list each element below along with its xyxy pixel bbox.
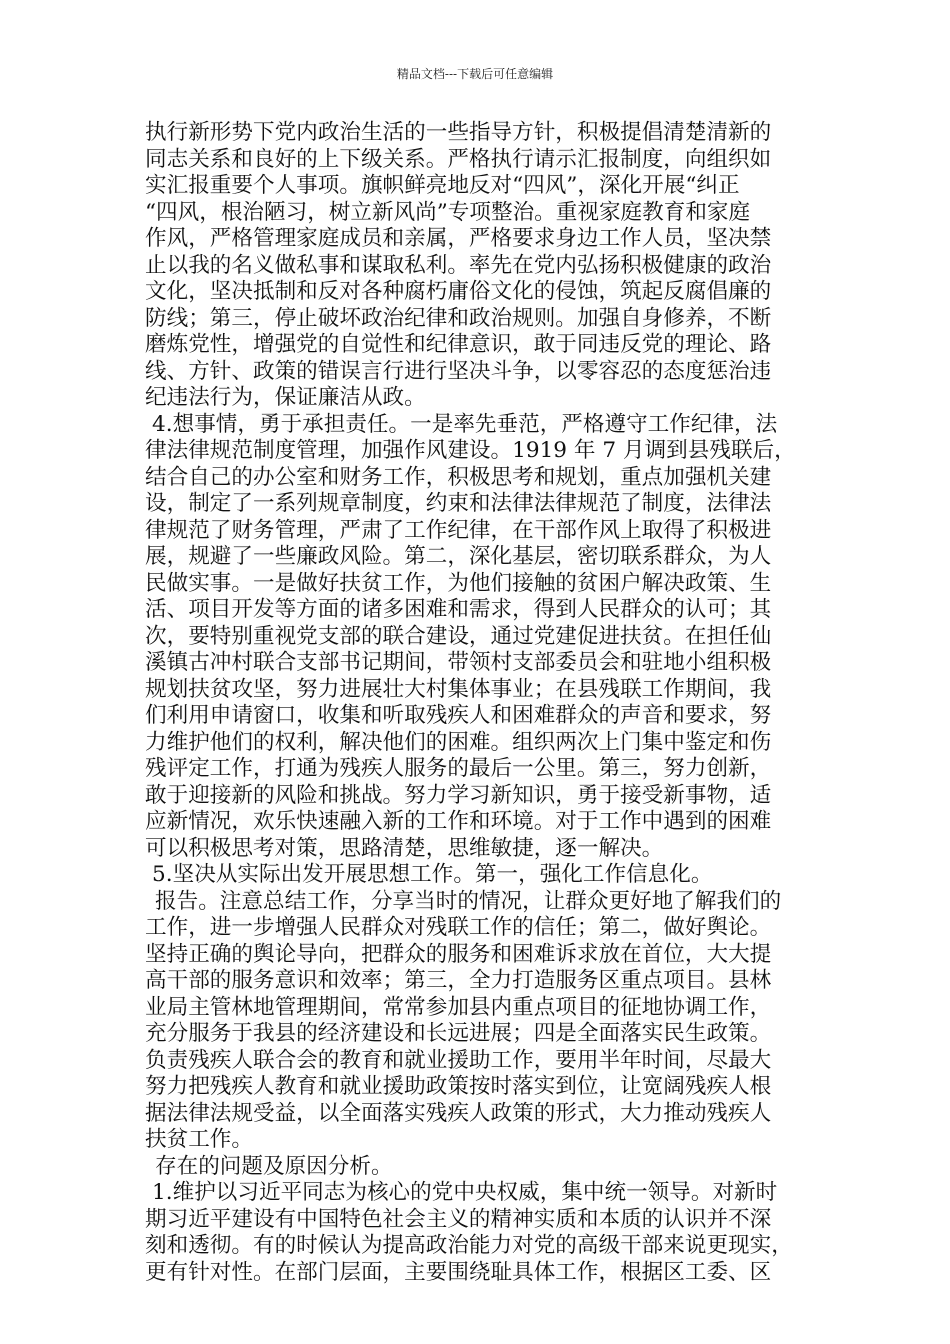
text-line: 止以我的名义做私事和谋取私利。率先在党内弘扬积极健康的政治 xyxy=(145,252,772,278)
text-line: 高干部的服务意识和效率；第三，全力打造服务区重点项目。县林 xyxy=(145,968,772,993)
section-heading-line: 1.维护以习近平同志为核心的党中央权威，集中统一领导。对新时 xyxy=(152,1180,778,1205)
text-line: 民做实事。一是做好扶贫工作，为他们接触的贫困户解决政策、生 xyxy=(145,570,772,596)
text-line: 律法律规范制度管理，加强作风建设。1919 年 7 月调到县残联后， xyxy=(145,438,796,463)
text-line: 结合自己的办公室和财务工作，积极思考和规划，重点加强机关建 xyxy=(145,464,772,490)
text-line: 扶贫工作。 xyxy=(145,1127,253,1152)
text-line: 同志关系和良好的上下级关系。严格执行请示汇报制度，向组织如 xyxy=(145,146,772,172)
text-line: 残评定工作，打通为残疾人服务的最后一公里。第三，努力创新， xyxy=(145,756,772,781)
text-line: 执行新形势下党内政治生活的一些指导方针，积极提倡清楚清新的 xyxy=(145,120,772,145)
text-line: 据法律法规受益，以全面落实残疾人政策的形式，大力推动残疾人 xyxy=(145,1100,772,1126)
text-line: 防线；第三，停止破坏政治纪律和政治规则。加强自身修养，不断 xyxy=(145,305,772,331)
text-line: 文化，坚决抵制和反对各种腐朽庸俗文化的侵蚀，筑起反腐倡廉的 xyxy=(145,279,772,304)
text-line: 坚持正确的舆论导向，把群众的服务和困难诉求放在首位，大大提 xyxy=(145,941,772,967)
text-line: 充分服务于我县的经济建设和长远进展；四是全面落实民生政策。 xyxy=(145,1021,772,1046)
text-line: 力维护他们的权利，解决他们的困难。组织两次上门集中鉴定和伤 xyxy=(145,729,772,755)
text-line: 敢于迎接新的风险和挑战。努力学习新知识，勇于接受新事物，适 xyxy=(145,782,772,808)
text-line: 线、方针、政策的错误言行进行坚决斗争，以零容忍的态度惩治违 xyxy=(145,358,772,384)
text-line: 规划扶贫攻坚，努力进展壮大村集体事业；在县残联工作期间，我 xyxy=(145,676,772,702)
text-line: 律规范了财务管理，严肃了工作纪律，在干部作风上取得了积极进 xyxy=(145,517,772,543)
text-line: 纪违法行为，保证廉洁从政。 xyxy=(145,385,426,410)
text-line: 展，规避了一些廉政风险。第二，深化基层，密切联系群众，为人 xyxy=(145,544,772,569)
text-line: 更有针对性。在部门层面，主要围绕耻具体工作，根据区工委、区 xyxy=(145,1259,772,1285)
text-line: 刻和透彻。有的时候认为提高政治能力对党的高级干部来说更现实， xyxy=(145,1233,793,1258)
text-line: 设，制定了一系列规章制度，约束和法律法律规范了制度，法律法 xyxy=(145,491,772,516)
text-line: 们利用申请窗口，收集和听取残疾人和困难群众的声音和要求，努 xyxy=(145,703,772,728)
text-line: 应新情况，欢乐快速融入新的工作和环境。对于工作中遇到的困难 xyxy=(145,809,772,834)
text-line: 负责残疾人联合会的教育和就业援助工作，要用半年时间，尽最大 xyxy=(145,1047,772,1073)
section-heading-line: 5.坚决从实际出发开展思想工作。第一，强化工作信息化。 xyxy=(152,862,713,887)
text-line: 报告。注意总结工作，分享当时的情况，让群众更好地了解我们的 xyxy=(155,888,782,914)
section-heading-line: 存在的问题及原因分析。 xyxy=(155,1153,393,1179)
text-line: 活、项目开发等方面的诸多困难和需求，得到人民群众的认可；其 xyxy=(145,597,772,622)
text-line: 工作，进一步增强人民群众对残联工作的信任；第二，做好舆论。 xyxy=(145,915,772,940)
text-line: 实汇报重要个人事项。旗帜鲜亮地反对“四风”，深化开展“纠正 xyxy=(145,173,740,198)
text-line: 可以积极思考对策，思路清楚，思维敏捷，逐一解决。 xyxy=(145,835,664,861)
text-line: 业局主管林地管理期间，常常参加县内重点项目的征地协调工作， xyxy=(145,994,772,1020)
text-line: 努力把残疾人教育和就业援助政策按时落实到位，让宽阔残疾人根 xyxy=(145,1074,772,1099)
document-body xyxy=(145,120,825,1286)
text-line: 期习近平建设有中国特色社会主义的精神实质和本质的认识并不深 xyxy=(145,1206,772,1232)
text-line: 磨炼党性，增强党的自觉性和纪律意识，敢于同违反党的理论、路 xyxy=(145,332,772,357)
text-line: “四风，根治陋习，树立新风尚”专项整治。重视家庭教育和家庭 xyxy=(145,199,751,225)
section-heading-line: 4.想事情，勇于承担责任。一是率先垂范，严格遵守工作纪律，法 xyxy=(152,411,778,437)
page-header: 精品文档---下载后可任意编辑 xyxy=(396,67,554,81)
text-line: 作风，严格管理家庭成员和亲属，严格要求身边工作人员，坚决禁 xyxy=(145,226,772,251)
text-line: 溪镇古冲村联合支部书记期间，带领村支部委员会和驻地小组积极 xyxy=(145,650,772,675)
text-line: 次，要特别重视党支部的联合建设，通过党建促进扶贫。在担任仙 xyxy=(145,623,772,649)
